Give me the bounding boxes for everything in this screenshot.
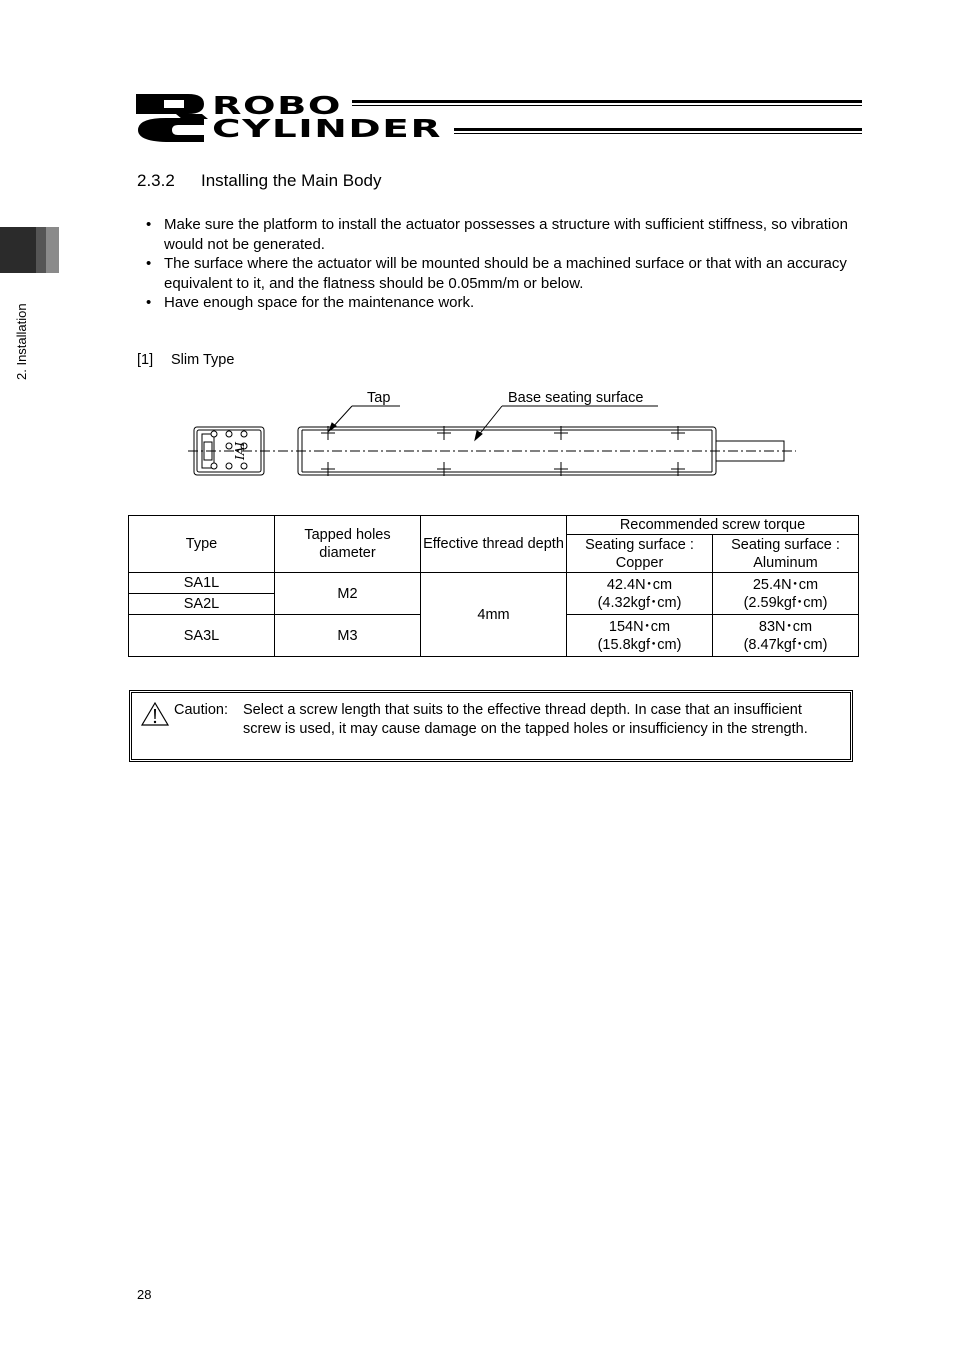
torque-kgfcm: (2.59kgf･cm) <box>743 594 828 611</box>
slim-type-actuator-diagram <box>186 384 798 484</box>
side-tab-light-block <box>46 227 59 273</box>
section-title: Installing the Main Body <box>201 171 382 190</box>
torque-kgfcm: (15.8kgf･cm) <box>597 636 682 653</box>
diameter-cell: M3 <box>275 615 421 657</box>
aluminum-torque-cell <box>713 573 859 615</box>
header-aluminum: Seating surface : Aluminum <box>713 535 859 573</box>
header-screw-torque: Recommended screw torque <box>567 516 859 535</box>
screw-specification-table <box>128 515 859 657</box>
iai-logo-text: IAI <box>233 441 247 460</box>
depth-cell: 4mm <box>421 573 567 657</box>
header-copper: Seating surface : Copper <box>567 535 713 573</box>
logo-text-robo: ROBO <box>212 92 342 120</box>
requirement-list <box>146 215 856 313</box>
header-type: Type <box>129 516 275 573</box>
robo-cylinder-logo <box>136 92 866 142</box>
subsection-heading <box>137 352 234 368</box>
diameter-cell: M2 <box>275 573 421 615</box>
type-cell: SA1L <box>129 573 275 594</box>
caution-label: Caution: <box>174 702 229 718</box>
caution-box <box>131 692 851 760</box>
type-cell: SA2L <box>129 594 275 615</box>
subsection-title: Slim Type <box>171 352 235 368</box>
page-number: 28 <box>137 1287 152 1302</box>
torque-kgfcm: (8.47kgf･cm) <box>743 636 828 653</box>
torque-ncm: 83N･cm <box>758 618 813 635</box>
aluminum-torque-cell <box>713 615 859 657</box>
type-cell: SA3L <box>129 615 275 657</box>
torque-ncm: 25.4N･cm <box>752 576 819 593</box>
base-seating-surface-label: Base seating surface <box>508 390 644 406</box>
list-item: • Make sure the platform to install the actuator possesses a structure with sufficient stiffness, so vibration would not be generated. <box>146 215 856 254</box>
copper-torque-cell <box>567 615 713 657</box>
header-thread-depth: Effective thread depth <box>421 516 567 573</box>
section-number: 2.3.2 <box>137 171 175 190</box>
torque-ncm: 154N･cm <box>608 618 671 635</box>
tap-label: Tap <box>367 390 391 406</box>
list-item: • The surface where the actuator will be mounted should be a machined surface or that with an accuracy equivalent to it, and the flatness should be 0.05mm/m or below. <box>146 254 856 293</box>
table-row <box>129 573 859 594</box>
torque-kgfcm: (4.32kgf･cm) <box>597 594 682 611</box>
side-tab-dark-block <box>0 227 36 273</box>
caution-text: Select a screw length that suits to the effective thread depth. In case that an insufficient screw is used, it may cause damage on the tapped holes or insufficiency in the strength. <box>243 702 808 737</box>
copper-torque-cell <box>567 573 713 615</box>
side-tab-mid-block <box>36 227 46 273</box>
list-item: • Have enough space for the maintenance work. <box>146 293 856 313</box>
logo-text-cylinder: CYLINDER <box>212 114 442 142</box>
torque-ncm: 42.4N･cm <box>606 576 673 593</box>
warning-triangle-icon <box>140 701 170 727</box>
subsection-number: [1] <box>137 352 154 368</box>
header-tapped-holes: Tapped holes diameter <box>275 516 421 573</box>
side-chapter-label: 2. Installation <box>14 303 29 380</box>
section-heading <box>137 171 382 191</box>
